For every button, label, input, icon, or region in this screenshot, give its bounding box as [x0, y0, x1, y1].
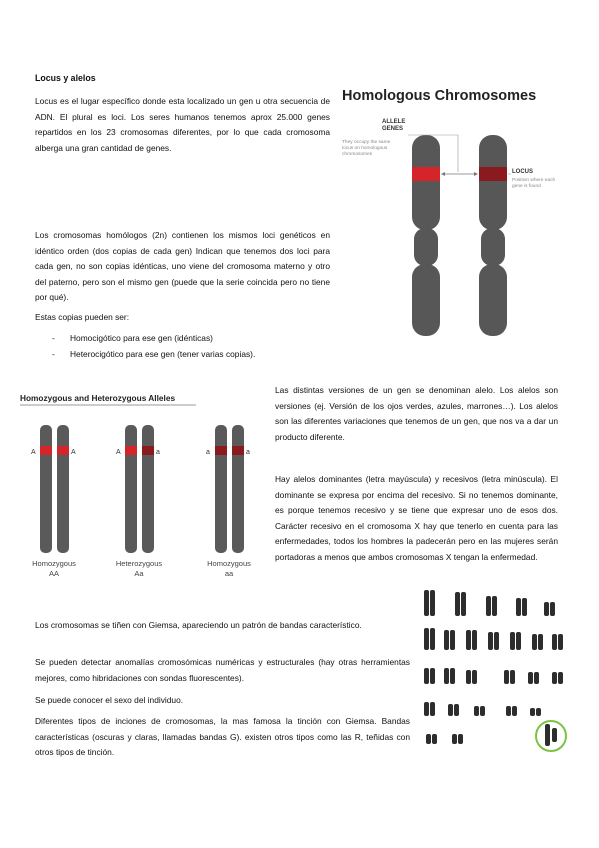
homozygous-heterozygous-figure	[18, 388, 266, 588]
svg-text:aa: aa	[224, 569, 234, 578]
zygosity-list	[52, 331, 332, 362]
svg-text:AA: AA	[48, 569, 60, 578]
locus-description: Position where each gene is found	[512, 178, 556, 189]
section-title: Locus y alelos	[35, 73, 96, 83]
svg-text:Homozygous: Homozygous	[207, 559, 251, 568]
svg-text:A: A	[31, 449, 36, 456]
paragraph-sex: Se puede conocer el sexo del individuo.	[35, 695, 184, 705]
right-homologous-chromosome	[479, 135, 507, 336]
alleles-figure-title: Homozygous and Heterozygous Alleles	[20, 393, 176, 403]
homologous-figure-title: Homologous Chromosomes	[342, 88, 537, 104]
svg-text:Aa: Aa	[134, 569, 144, 578]
paragraph-alleles: Las distintas versiones de un gen se denominan alelo. Los alelos son versiones (ej. Versión de los ojos verdes, azules, marrones…). Los alelos son las diferentes variaciones que tenemos de un gen, que nos va a dar un producto diferente.	[275, 385, 558, 442]
homozygous-recessive-pair	[206, 425, 251, 578]
paragraph-copies: Estas copias pueden ser:	[35, 312, 130, 322]
locus-label: LOCUS	[512, 169, 533, 175]
svg-text:a: a	[246, 449, 250, 456]
list-item: - Homocigótico para ese gen (idénticas)	[52, 331, 332, 347]
sex-chromosomes-highlight	[536, 721, 566, 751]
paragraph-giemsa: Los cromosomas se tiñen con Giemsa, apareciendo un patrón de bandas característico.	[35, 620, 362, 630]
homozygous-dominant-pair	[31, 425, 76, 578]
paragraph-staining: Diferentes tipos de inciones de cromosomas, la mas famosa la tinción con Giemsa. Bandas características (oscuras y claras, llamadas bandas G). existen otros tipos como las R, teñidas con otros tipos de tinción.	[35, 716, 410, 758]
karyotype-figure	[418, 586, 578, 756]
paragraph-homologous: Los cromosomas homólogos (2n) contienen los mismos loci genéticos en idéntico orden (dos copias de cada gen) Indican que tenemos dos loci para cada gen, no son copias idénticas, uno viene del cromosoma materno y otro del paterno, pero son el mismo gen (puede que la serie coincida pero no tiene por qué).	[35, 230, 330, 303]
homologous-chromosomes-figure	[338, 80, 556, 340]
svg-text:A: A	[116, 449, 121, 456]
paragraph-locus: Locus es el lugar específico donde esta localizado un gen u otra secuencia de ADN. El plural es loci. Los seres humanos tenemos aprox 25.000 genes repartidos en los 23 cromosomas diferentes, por lo que cada cromosoma alberga una gran cantidad de genes.	[35, 96, 330, 153]
svg-text:Heterozygous: Heterozygous	[115, 559, 163, 568]
svg-text:a: a	[156, 449, 160, 456]
svg-text:A: A	[71, 449, 76, 456]
heterozygous-pair	[116, 425, 163, 578]
list-item: - Heterocigótico para ese gen (tener varias copias).	[52, 347, 332, 363]
left-homologous-chromosome	[412, 135, 440, 336]
paragraph-dominant-recessive: Hay alelos dominantes (letra mayúscula) y recesivos (letra minúscula). El dominante se expresa por encima del recesivo. Si no tenemos dominante, es porque tenemos recesivo y se tiene que expresar uno de esos dos. Carácter recesivo en el cromosoma X hay que tenerlo en cuenta para las enfermedades, todos los hombres la padecerán pero en las mujeres serán portadoras a menos que ambos cromosomas X tengan la enfermedad.	[275, 474, 558, 562]
svg-text:a: a	[206, 449, 210, 456]
allele-genes-label: ALLELE GENES	[382, 119, 406, 132]
svg-text:Homozygous: Homozygous	[32, 559, 76, 568]
paragraph-anomalies: Se pueden detectar anomalías cromosómicas numéricas y estructurales (hay otras herramientas mejores, como hibridaciones con sondas fluorescentes).	[35, 657, 410, 683]
allele-description: They occupy the same locus on homologous chromosomes	[342, 140, 391, 157]
